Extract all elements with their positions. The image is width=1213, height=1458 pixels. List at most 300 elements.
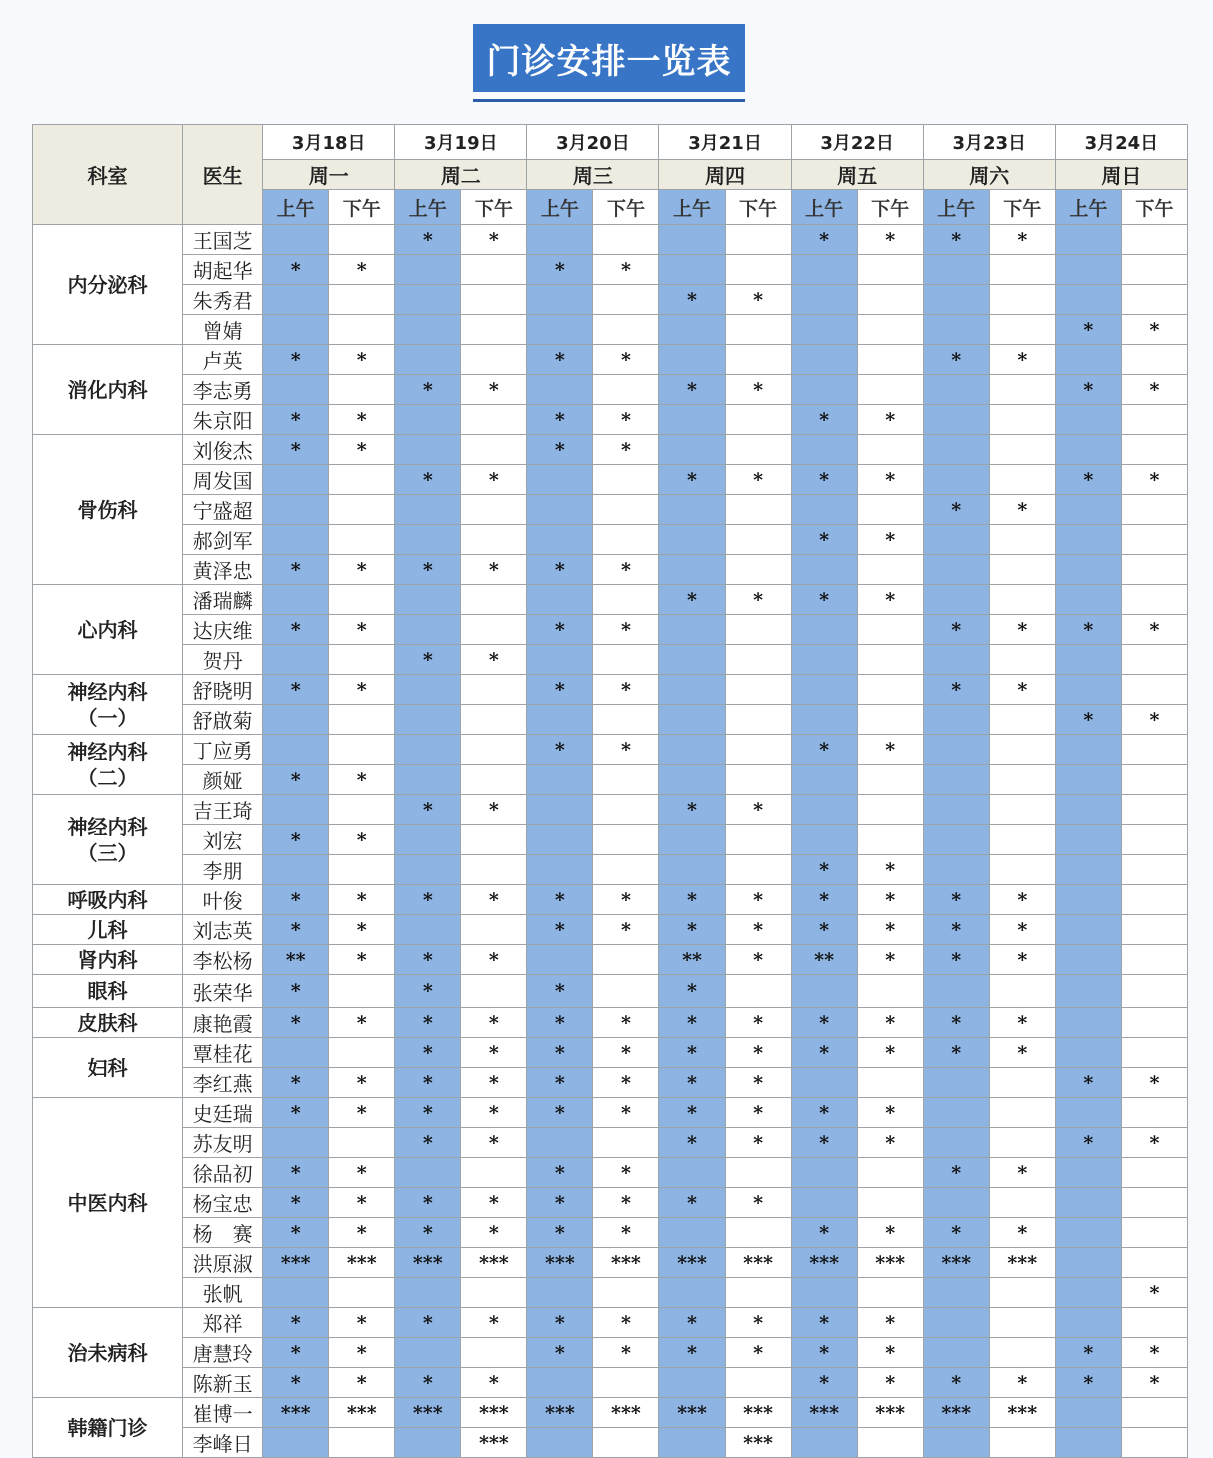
- schedule-cell: ***: [989, 1398, 1055, 1428]
- table-row: [33, 1368, 1188, 1398]
- schedule-cell: *: [263, 405, 329, 435]
- schedule-cell: ***: [395, 1398, 461, 1428]
- dept-cell: 神经内科 （一）: [33, 675, 183, 735]
- schedule-cell: *: [461, 1038, 527, 1068]
- schedule-cell: ***: [461, 1248, 527, 1278]
- schedule-cell: [1055, 285, 1121, 315]
- schedule-cell: *: [791, 225, 857, 255]
- schedule-cell: *: [725, 1008, 791, 1038]
- schedule-cell: *: [593, 1098, 659, 1128]
- schedule-cell: *: [395, 1128, 461, 1158]
- title-banner: [473, 24, 745, 104]
- schedule-cell: [1121, 1188, 1187, 1218]
- schedule-cell: [923, 585, 989, 615]
- schedule-cell: [725, 405, 791, 435]
- schedule-cell: *: [395, 375, 461, 405]
- schedule-cell: [263, 525, 329, 555]
- schedule-cell: *: [263, 885, 329, 915]
- schedule-cell: [857, 615, 923, 645]
- schedule-cell: *: [527, 255, 593, 285]
- schedule-cell: ***: [593, 1398, 659, 1428]
- schedule-cell: [791, 1068, 857, 1098]
- am-header: 上午: [923, 190, 989, 225]
- schedule-cell: [593, 585, 659, 615]
- schedule-cell: [1055, 585, 1121, 615]
- schedule-cell: [527, 795, 593, 825]
- schedule-cell: [461, 825, 527, 855]
- schedule-cell: [725, 525, 791, 555]
- schedule-cell: [329, 1038, 395, 1068]
- schedule-cell: *: [593, 405, 659, 435]
- schedule-cell: *: [1055, 375, 1121, 405]
- schedule-cell: [1121, 1428, 1187, 1458]
- doctor-name: 刘宏: [183, 825, 263, 855]
- doctor-name: 徐品初: [183, 1158, 263, 1188]
- schedule-cell: [923, 1338, 989, 1368]
- schedule-cell: [461, 765, 527, 795]
- schedule-cell: [791, 435, 857, 465]
- weekday-header: 周六: [923, 160, 1055, 190]
- doctor-name: 朱秀君: [183, 285, 263, 315]
- schedule-cell: [461, 405, 527, 435]
- am-header: 上午: [659, 190, 725, 225]
- schedule-cell: *: [263, 1158, 329, 1188]
- schedule-cell: *: [1055, 315, 1121, 345]
- schedule-cell: *: [263, 915, 329, 945]
- table-row: [33, 345, 1188, 375]
- schedule-cell: [1055, 735, 1121, 765]
- schedule-cell: *: [395, 975, 461, 1008]
- schedule-cell: *: [395, 1008, 461, 1038]
- schedule-cell: ***: [329, 1398, 395, 1428]
- schedule-cell: *: [527, 1338, 593, 1368]
- schedule-cell: [1055, 405, 1121, 435]
- schedule-cell: [329, 645, 395, 675]
- doctor-name: 李红燕: [183, 1068, 263, 1098]
- table-row: [33, 255, 1188, 285]
- doctor-name: 丁应勇: [183, 735, 263, 765]
- schedule-cell: [1121, 645, 1187, 675]
- doctor-name: 康艳霞: [183, 1008, 263, 1038]
- schedule-cell: [329, 315, 395, 345]
- schedule-cell: *: [1121, 1278, 1187, 1308]
- schedule-cell: *: [527, 675, 593, 705]
- schedule-cell: *: [857, 1098, 923, 1128]
- schedule-cell: [725, 345, 791, 375]
- schedule-cell: [989, 1338, 1055, 1368]
- schedule-cell: *: [461, 1188, 527, 1218]
- schedule-cell: *: [923, 1038, 989, 1068]
- schedule-cell: [1121, 405, 1187, 435]
- schedule-cell: *: [461, 1308, 527, 1338]
- schedule-cell: *: [329, 1008, 395, 1038]
- weekday-header: 周一: [263, 160, 395, 190]
- schedule-cell: *: [263, 1308, 329, 1338]
- schedule-cell: *: [791, 585, 857, 615]
- schedule-cell: [857, 825, 923, 855]
- schedule-cell: [857, 675, 923, 705]
- schedule-cell: *: [329, 915, 395, 945]
- doctor-name: 贺丹: [183, 645, 263, 675]
- dept-cell: 中医内科: [33, 1098, 183, 1308]
- table-row: [33, 225, 1188, 255]
- table-row: [33, 465, 1188, 495]
- schedule-cell: [461, 1278, 527, 1308]
- schedule-cell: *: [527, 1098, 593, 1128]
- doctor-name: 李志勇: [183, 375, 263, 405]
- schedule-cell: *: [593, 1188, 659, 1218]
- schedule-cell: [1055, 675, 1121, 705]
- date-header: 3月23日: [923, 125, 1055, 160]
- schedule-cell: *: [659, 1308, 725, 1338]
- doctor-name: 曾婧: [183, 315, 263, 345]
- schedule-cell: *: [791, 465, 857, 495]
- schedule-cell: [329, 855, 395, 885]
- schedule-cell: *: [791, 885, 857, 915]
- table-row: [33, 735, 1188, 765]
- schedule-cell: [1055, 495, 1121, 525]
- schedule-cell: [461, 255, 527, 285]
- schedule-cell: [593, 375, 659, 405]
- schedule-cell: *: [329, 675, 395, 705]
- schedule-cell: *: [857, 885, 923, 915]
- schedule-cell: ***: [329, 1248, 395, 1278]
- table-row: [33, 1398, 1188, 1428]
- schedule-cell: *: [395, 1068, 461, 1098]
- schedule-cell: [395, 435, 461, 465]
- schedule-cell: [923, 405, 989, 435]
- schedule-cell: *: [791, 1338, 857, 1368]
- schedule-cell: [329, 285, 395, 315]
- schedule-cell: *: [791, 405, 857, 435]
- dept-cell: 妇科: [33, 1038, 183, 1098]
- schedule-cell: *: [395, 1218, 461, 1248]
- schedule-cell: [725, 495, 791, 525]
- doctor-name: 郝剑军: [183, 525, 263, 555]
- doctor-name: 陈新玉: [183, 1368, 263, 1398]
- schedule-cell: *: [659, 465, 725, 495]
- schedule-cell: *: [725, 1128, 791, 1158]
- schedule-cell: [989, 255, 1055, 285]
- schedule-cell: [725, 705, 791, 735]
- schedule-cell: [923, 735, 989, 765]
- pm-header: 下午: [725, 190, 791, 225]
- schedule-cell: [593, 225, 659, 255]
- schedule-cell: ***: [593, 1248, 659, 1278]
- schedule-cell: *: [1121, 375, 1187, 405]
- schedule-cell: *: [461, 1368, 527, 1398]
- schedule-cell: [593, 795, 659, 825]
- am-header: 上午: [395, 190, 461, 225]
- schedule-cell: *: [527, 615, 593, 645]
- schedule-cell: [1121, 285, 1187, 315]
- weekday-header: 周二: [395, 160, 527, 190]
- schedule-cell: [725, 975, 791, 1008]
- schedule-cell: [395, 1338, 461, 1368]
- schedule-cell: [989, 975, 1055, 1008]
- schedule-cell: [659, 735, 725, 765]
- schedule-cell: *: [263, 345, 329, 375]
- schedule-cell: [725, 315, 791, 345]
- schedule-cell: *: [725, 885, 791, 915]
- dept-cell: 儿科: [33, 915, 183, 945]
- schedule-cell: [395, 1428, 461, 1458]
- schedule-cell: [857, 705, 923, 735]
- dept-cell: 皮肤科: [33, 1008, 183, 1038]
- doctor-name: 朱京阳: [183, 405, 263, 435]
- schedule-cell: [725, 675, 791, 705]
- schedule-cell: [263, 285, 329, 315]
- table-row: [33, 825, 1188, 855]
- schedule-cell: [461, 975, 527, 1008]
- schedule-cell: [791, 315, 857, 345]
- schedule-cell: [263, 1428, 329, 1458]
- schedule-cell: [659, 855, 725, 885]
- schedule-cell: [329, 585, 395, 615]
- date-header: 3月22日: [791, 125, 923, 160]
- schedule-cell: *: [263, 555, 329, 585]
- schedule-cell: *: [1055, 705, 1121, 735]
- doctor-name: 黄泽忠: [183, 555, 263, 585]
- schedule-cell: [395, 285, 461, 315]
- schedule-cell: *: [923, 1158, 989, 1188]
- schedule-cell: [989, 375, 1055, 405]
- table-row: [33, 645, 1188, 675]
- schedule-cell: *: [593, 1218, 659, 1248]
- dept-cell: 心内科: [33, 585, 183, 675]
- schedule-cell: [989, 1308, 1055, 1338]
- schedule-cell: *: [923, 1218, 989, 1248]
- schedule-cell: *: [659, 915, 725, 945]
- schedule-cell: [791, 645, 857, 675]
- schedule-cell: [791, 765, 857, 795]
- doctor-name: 覃桂花: [183, 1038, 263, 1068]
- schedule-cell: [989, 705, 1055, 735]
- doctor-name: 崔博一: [183, 1398, 263, 1428]
- schedule-cell: [659, 1218, 725, 1248]
- schedule-cell: *: [263, 615, 329, 645]
- schedule-cell: [527, 225, 593, 255]
- dept-cell: 眼科: [33, 975, 183, 1008]
- schedule-cell: *: [725, 1188, 791, 1218]
- schedule-cell: *: [923, 1008, 989, 1038]
- dept-cell: 神经内科 （三）: [33, 795, 183, 885]
- table-row: [33, 675, 1188, 705]
- schedule-cell: [263, 645, 329, 675]
- schedule-cell: [593, 525, 659, 555]
- schedule-cell: *: [527, 555, 593, 585]
- schedule-cell: [989, 1128, 1055, 1158]
- schedule-cell: [461, 615, 527, 645]
- schedule-cell: *: [725, 795, 791, 825]
- schedule-cell: [923, 1428, 989, 1458]
- schedule-cell: [395, 405, 461, 435]
- schedule-cell: *: [395, 1368, 461, 1398]
- date-header: 3月21日: [659, 125, 791, 160]
- schedule-cell: [1055, 1188, 1121, 1218]
- schedule-cell: [527, 285, 593, 315]
- dept-cell: 骨伤科: [33, 435, 183, 585]
- schedule-cell: *: [263, 435, 329, 465]
- schedule-cell: *: [791, 1038, 857, 1068]
- table-row: [33, 1098, 1188, 1128]
- schedule-cell: [1121, 1008, 1187, 1038]
- schedule-cell: *: [329, 345, 395, 375]
- schedule-cell: *: [857, 1038, 923, 1068]
- schedule-cell: *: [791, 1218, 857, 1248]
- schedule-cell: *: [791, 1368, 857, 1398]
- schedule-cell: [923, 1188, 989, 1218]
- schedule-cell: [593, 285, 659, 315]
- schedule-cell: [659, 525, 725, 555]
- schedule-cell: [725, 435, 791, 465]
- schedule-cell: *: [857, 1338, 923, 1368]
- schedule-cell: *: [659, 795, 725, 825]
- schedule-cell: *: [989, 885, 1055, 915]
- schedule-cell: *: [857, 1308, 923, 1338]
- dept-cell: 韩籍门诊: [33, 1398, 183, 1458]
- schedule-cell: *: [725, 1308, 791, 1338]
- schedule-cell: [791, 1158, 857, 1188]
- schedule-cell: [857, 555, 923, 585]
- schedule-cell: *: [857, 1368, 923, 1398]
- schedule-cell: [791, 495, 857, 525]
- schedule-cell: [857, 435, 923, 465]
- schedule-table: [32, 124, 1188, 1458]
- schedule-cell: [791, 555, 857, 585]
- schedule-cell: [461, 285, 527, 315]
- schedule-cell: [725, 255, 791, 285]
- schedule-cell: [989, 765, 1055, 795]
- schedule-cell: [1121, 495, 1187, 525]
- schedule-cell: *: [989, 945, 1055, 975]
- schedule-cell: ***: [923, 1398, 989, 1428]
- doctor-name: 苏友明: [183, 1128, 263, 1158]
- table-row: [33, 1158, 1188, 1188]
- schedule-cell: [1055, 645, 1121, 675]
- schedule-cell: [989, 1278, 1055, 1308]
- schedule-cell: [263, 1128, 329, 1158]
- schedule-cell: [923, 795, 989, 825]
- am-header: 上午: [1055, 190, 1121, 225]
- schedule-cell: ***: [923, 1248, 989, 1278]
- schedule-cell: [395, 1158, 461, 1188]
- doctor-name: 李峰日: [183, 1428, 263, 1458]
- schedule-cell: *: [1121, 1068, 1187, 1098]
- schedule-cell: [791, 375, 857, 405]
- schedule-cell: [989, 795, 1055, 825]
- schedule-cell: [659, 825, 725, 855]
- doctor-name: 李松杨: [183, 945, 263, 975]
- schedule-cell: *: [791, 1308, 857, 1338]
- schedule-cell: [923, 975, 989, 1008]
- schedule-cell: *: [461, 1008, 527, 1038]
- schedule-cell: [989, 585, 1055, 615]
- schedule-cell: [857, 495, 923, 525]
- schedule-cell: *: [263, 1368, 329, 1398]
- schedule-cell: *: [989, 1008, 1055, 1038]
- schedule-cell: *: [593, 1338, 659, 1368]
- schedule-cell: *: [461, 795, 527, 825]
- table-row: [33, 1218, 1188, 1248]
- schedule-cell: *: [725, 465, 791, 495]
- schedule-cell: *: [857, 1218, 923, 1248]
- schedule-cell: *: [1121, 1368, 1187, 1398]
- table-row: [33, 1428, 1188, 1458]
- schedule-cell: [791, 795, 857, 825]
- schedule-cell: *: [263, 1188, 329, 1218]
- schedule-cell: *: [923, 495, 989, 525]
- schedule-cell: [593, 1128, 659, 1158]
- doctor-name: 颜娅: [183, 765, 263, 795]
- schedule-cell: [527, 375, 593, 405]
- schedule-cell: *: [791, 735, 857, 765]
- schedule-cell: *: [923, 945, 989, 975]
- schedule-cell: [659, 345, 725, 375]
- schedule-cell: [923, 315, 989, 345]
- schedule-cell: *: [461, 645, 527, 675]
- schedule-cell: [659, 705, 725, 735]
- schedule-cell: *: [395, 1038, 461, 1068]
- table-row: [33, 615, 1188, 645]
- schedule-cell: [989, 315, 1055, 345]
- schedule-cell: *: [395, 795, 461, 825]
- schedule-cell: [395, 735, 461, 765]
- schedule-cell: *: [395, 555, 461, 585]
- schedule-cell: [1055, 915, 1121, 945]
- schedule-cell: [263, 1278, 329, 1308]
- doctor-name: 张荣华: [183, 975, 263, 1008]
- schedule-cell: [461, 1338, 527, 1368]
- schedule-cell: [791, 705, 857, 735]
- schedule-cell: [659, 225, 725, 255]
- schedule-cell: *: [395, 1098, 461, 1128]
- schedule-cell: [1121, 345, 1187, 375]
- schedule-cell: [1121, 525, 1187, 555]
- schedule-cell: [527, 825, 593, 855]
- dept-cell: 内分泌科: [33, 225, 183, 345]
- schedule-cell: [395, 345, 461, 375]
- table-row: [33, 375, 1188, 405]
- schedule-cell: [1055, 1248, 1121, 1278]
- schedule-cell: ***: [263, 1398, 329, 1428]
- schedule-cell: *: [923, 1368, 989, 1398]
- dept-cell: 肾内科: [33, 945, 183, 975]
- schedule-cell: *: [659, 285, 725, 315]
- schedule-cell: [263, 375, 329, 405]
- schedule-cell: [989, 735, 1055, 765]
- schedule-cell: [1055, 1218, 1121, 1248]
- schedule-cell: *: [461, 1218, 527, 1248]
- schedule-cell: [263, 585, 329, 615]
- schedule-cell: [659, 615, 725, 645]
- schedule-cell: [1121, 1038, 1187, 1068]
- weekday-header: 周四: [659, 160, 791, 190]
- schedule-cell: *: [923, 675, 989, 705]
- schedule-cell: [1121, 1308, 1187, 1338]
- table-row: [33, 975, 1188, 1008]
- doctor-name: 达庆维: [183, 615, 263, 645]
- date-header: 3月19日: [395, 125, 527, 160]
- schedule-cell: *: [1055, 1128, 1121, 1158]
- schedule-cell: [1055, 795, 1121, 825]
- schedule-cell: [1055, 225, 1121, 255]
- schedule-cell: *: [593, 675, 659, 705]
- schedule-cell: [1121, 1218, 1187, 1248]
- schedule-cell: [857, 285, 923, 315]
- schedule-cell: *: [395, 1188, 461, 1218]
- schedule-cell: *: [461, 1068, 527, 1098]
